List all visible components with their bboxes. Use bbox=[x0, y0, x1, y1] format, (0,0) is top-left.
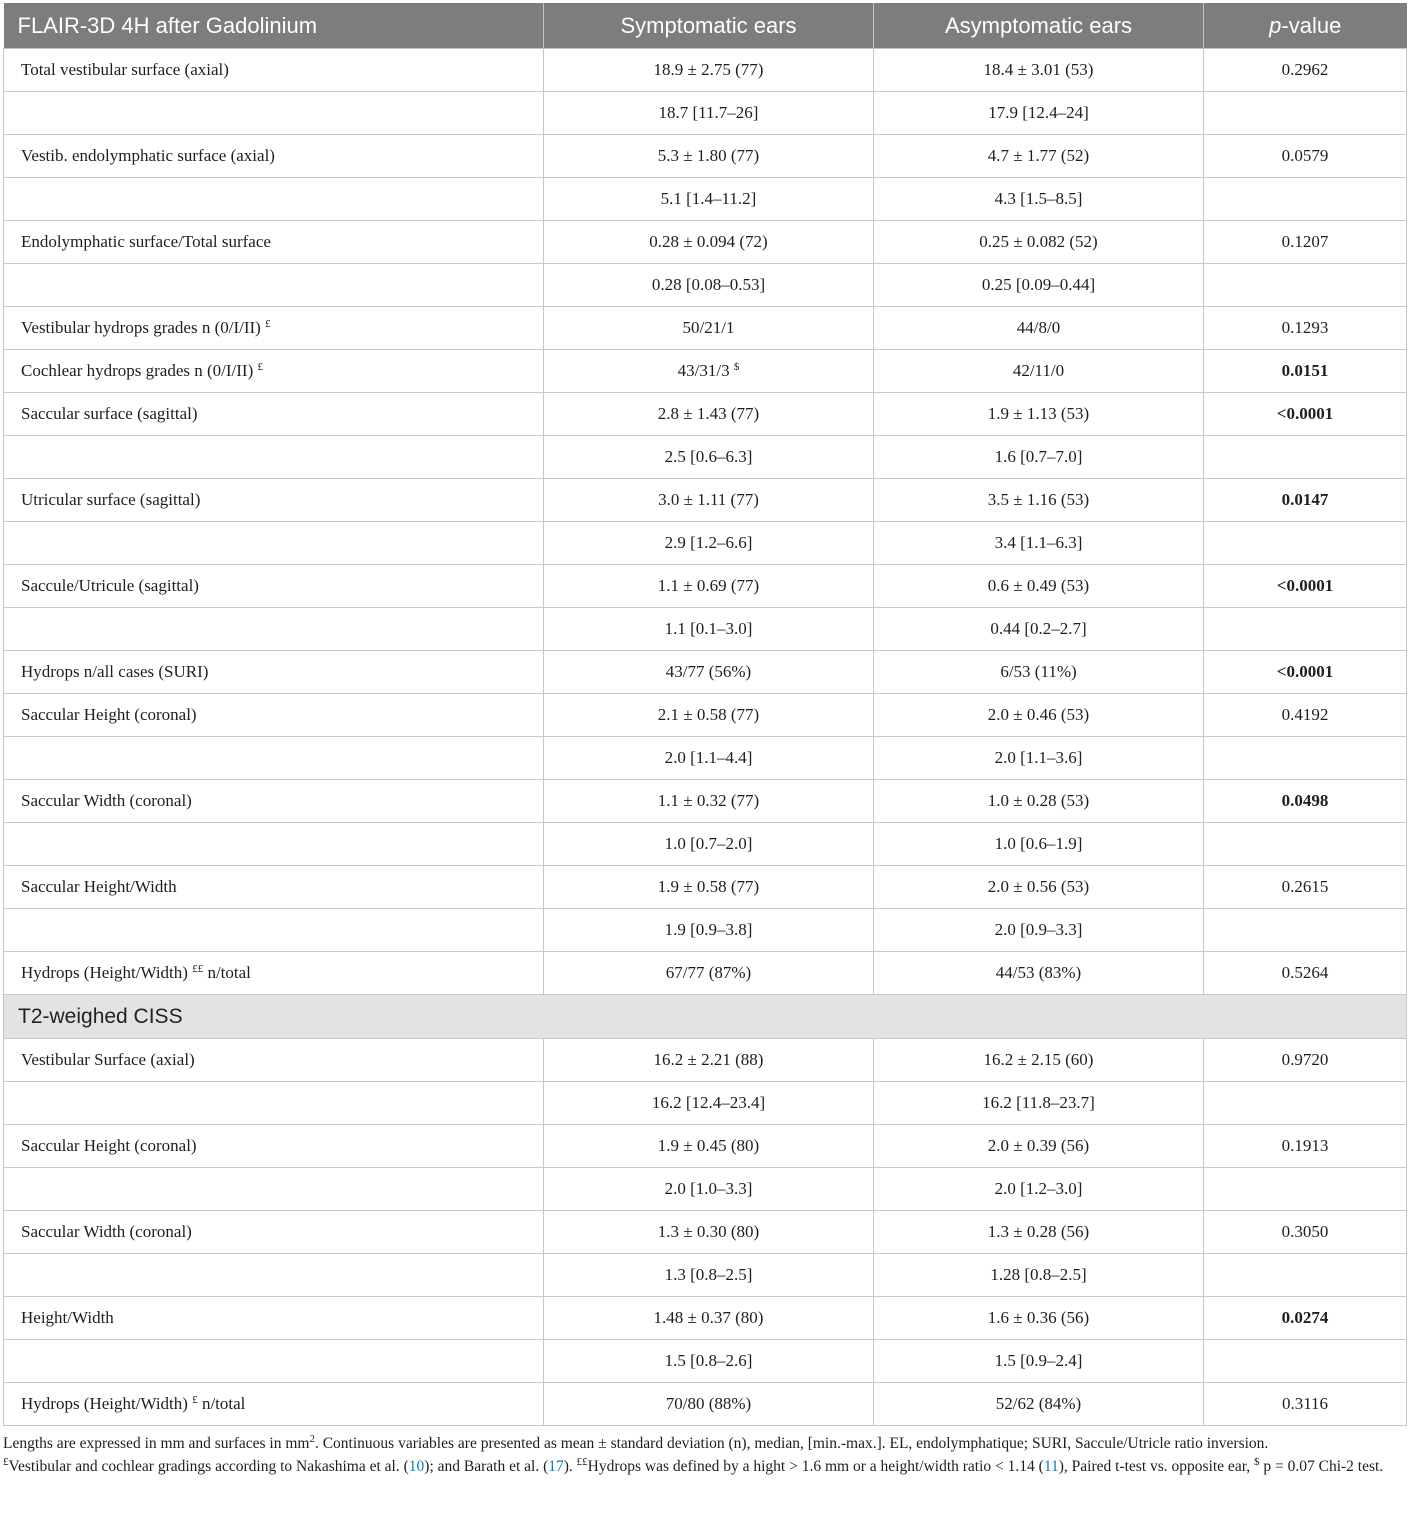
symptomatic-cell bbox=[544, 49, 874, 92]
row-label-cell bbox=[4, 49, 544, 92]
symptomatic-value: 1.1 ± 0.69 (77) bbox=[657, 576, 760, 595]
table-header-row bbox=[4, 3, 1407, 49]
asymptomatic-value: 2.0 [0.9–3.3] bbox=[994, 920, 1083, 939]
asymptomatic-value: 17.9 [12.4–24] bbox=[988, 103, 1089, 122]
row-label-cell bbox=[4, 92, 544, 135]
asymptomatic-value: 44/53 (83%) bbox=[995, 963, 1082, 982]
row-label-cell bbox=[4, 823, 544, 866]
p-value: 0.9720 bbox=[1281, 1050, 1329, 1069]
symptomatic-cell bbox=[544, 178, 874, 221]
p-value-cell bbox=[1204, 135, 1407, 178]
section-header-row bbox=[4, 995, 1407, 1039]
symptomatic-cell bbox=[544, 1168, 874, 1211]
symptomatic-value: 43/77 (56%) bbox=[665, 662, 752, 681]
p-value: 0.1293 bbox=[1281, 318, 1329, 337]
row-label-cell bbox=[4, 393, 544, 436]
symptomatic-cell bbox=[544, 522, 874, 565]
symptomatic-value: 16.2 [12.4–23.4] bbox=[651, 1093, 766, 1112]
row-label-cell bbox=[4, 264, 544, 307]
table-row bbox=[4, 952, 1407, 995]
asymptomatic-value: 2.0 [1.1–3.6] bbox=[994, 748, 1083, 767]
p-value-cell bbox=[1204, 92, 1407, 135]
asymptomatic-value: 0.25 [0.09–0.44] bbox=[981, 275, 1096, 294]
symptomatic-cell bbox=[544, 135, 874, 178]
symptomatic-cell bbox=[544, 307, 874, 350]
row-label: Saccular Width (coronal) bbox=[21, 1222, 192, 1241]
p-value: <0.0001 bbox=[1276, 404, 1334, 423]
asymptomatic-value: 16.2 ± 2.15 (60) bbox=[983, 1050, 1094, 1069]
row-label-cell bbox=[4, 1340, 544, 1383]
row-label-cell bbox=[4, 1254, 544, 1297]
symptomatic-cell bbox=[544, 1254, 874, 1297]
table-row bbox=[4, 307, 1407, 350]
asymptomatic-cell bbox=[874, 436, 1204, 479]
table-row bbox=[4, 350, 1407, 393]
row-label-cell bbox=[4, 1125, 544, 1168]
symptomatic-superscript: $ bbox=[733, 361, 740, 373]
p-value: 0.0498 bbox=[1281, 791, 1329, 810]
asymptomatic-value: 1.6 [0.7–7.0] bbox=[994, 447, 1083, 466]
p-value-cell bbox=[1204, 737, 1407, 780]
symptomatic-value: 2.9 [1.2–6.6] bbox=[664, 533, 753, 552]
symptomatic-cell bbox=[544, 651, 874, 694]
asymptomatic-cell bbox=[874, 1297, 1204, 1340]
asymptomatic-cell bbox=[874, 823, 1204, 866]
asymptomatic-cell bbox=[874, 1039, 1204, 1082]
asymptomatic-value: 1.28 [0.8–2.5] bbox=[990, 1265, 1087, 1284]
asymptomatic-cell bbox=[874, 952, 1204, 995]
p-value-cell bbox=[1204, 1383, 1407, 1426]
symptomatic-value: 2.0 [1.1–4.4] bbox=[664, 748, 753, 767]
p-value-cell bbox=[1204, 565, 1407, 608]
symptomatic-cell bbox=[544, 436, 874, 479]
symptomatic-cell bbox=[544, 909, 874, 952]
table-row bbox=[4, 1168, 1407, 1211]
footnote-sup-pound: £ bbox=[3, 1456, 9, 1468]
table-row bbox=[4, 565, 1407, 608]
p-value-cell bbox=[1204, 1254, 1407, 1297]
asymptomatic-value: 2.0 ± 0.56 (53) bbox=[987, 877, 1090, 896]
symptomatic-value: 3.0 ± 1.11 (77) bbox=[658, 490, 759, 509]
document bbox=[3, 3, 1407, 1479]
p-value-cell bbox=[1204, 221, 1407, 264]
row-label-cell bbox=[4, 1082, 544, 1125]
table-row bbox=[4, 221, 1407, 264]
p-value-cell bbox=[1204, 1168, 1407, 1211]
asymptomatic-cell bbox=[874, 694, 1204, 737]
p-value-cell bbox=[1204, 1082, 1407, 1125]
p-value-cell bbox=[1204, 264, 1407, 307]
symptomatic-value: 5.3 ± 1.80 (77) bbox=[657, 146, 760, 165]
row-label-cell bbox=[4, 1297, 544, 1340]
header-p-italic: p bbox=[1269, 12, 1282, 38]
row-label-superscript: £ bbox=[257, 361, 264, 373]
symptomatic-value: 1.9 ± 0.58 (77) bbox=[657, 877, 760, 896]
row-label: Total vestibular surface (axial) bbox=[21, 60, 229, 79]
symptomatic-value: 2.0 [1.0–3.3] bbox=[664, 1179, 753, 1198]
symptomatic-value: 18.9 ± 2.75 (77) bbox=[653, 60, 764, 79]
p-value: 0.0151 bbox=[1281, 361, 1329, 380]
footnote-text-d: Hydrops was defined by a hight > 1.6 mm or a height/width ratio < 1.14 ( bbox=[587, 1458, 1044, 1475]
asymptomatic-cell bbox=[874, 479, 1204, 522]
symptomatic-value: 50/21/1 bbox=[682, 318, 735, 337]
symptomatic-cell bbox=[544, 866, 874, 909]
symptomatic-value: 0.28 [0.08–0.53] bbox=[651, 275, 766, 294]
p-value: 0.3050 bbox=[1281, 1222, 1329, 1241]
asymptomatic-value: 2.0 [1.2–3.0] bbox=[994, 1179, 1083, 1198]
asymptomatic-value: 1.9 ± 1.13 (53) bbox=[987, 404, 1090, 423]
p-value-cell bbox=[1204, 350, 1407, 393]
asymptomatic-value: 2.0 ± 0.46 (53) bbox=[987, 705, 1090, 724]
table-row bbox=[4, 264, 1407, 307]
row-label-cell bbox=[4, 737, 544, 780]
asymptomatic-value: 1.0 ± 0.28 (53) bbox=[987, 791, 1090, 810]
row-label: Hydrops (Height/Width) bbox=[21, 963, 188, 982]
symptomatic-cell bbox=[544, 221, 874, 264]
row-label-cell bbox=[4, 952, 544, 995]
row-label-superscript: ££ bbox=[192, 963, 204, 975]
asymptomatic-cell bbox=[874, 1125, 1204, 1168]
asymptomatic-cell bbox=[874, 264, 1204, 307]
footnote-text-b: ); and Barath et al. ( bbox=[424, 1458, 549, 1475]
p-value: 0.4192 bbox=[1281, 705, 1329, 724]
asymptomatic-value: 1.3 ± 0.28 (56) bbox=[987, 1222, 1090, 1241]
row-label-cell bbox=[4, 608, 544, 651]
asymptomatic-cell bbox=[874, 1254, 1204, 1297]
row-label: Saccular Height/Width bbox=[21, 877, 177, 896]
symptomatic-cell bbox=[544, 1297, 874, 1340]
table-row bbox=[4, 1383, 1407, 1426]
footnote-units-text-2: . Continuous variables are presented as mean ± standard deviation (n), median, [min.-max.]. EL, endolymphatique; SURI, Saccule/Utricle ratio inversion. bbox=[314, 1435, 1269, 1452]
p-value-cell bbox=[1204, 823, 1407, 866]
asymptomatic-value: 0.25 ± 0.082 (52) bbox=[979, 232, 1098, 251]
header-p-rest: -value bbox=[1281, 12, 1342, 38]
row-label: Cochlear hydrops grades n (0/I/II) bbox=[21, 361, 254, 380]
row-label: Vestibular hydrops grades n (0/I/II) bbox=[21, 318, 261, 337]
asymptomatic-cell bbox=[874, 866, 1204, 909]
row-label: Saccular Height (coronal) bbox=[21, 705, 197, 724]
row-label: Saccule/Utricule (sagittal) bbox=[21, 576, 199, 595]
p-value: 0.0579 bbox=[1281, 146, 1329, 165]
table-row bbox=[4, 608, 1407, 651]
p-value-cell bbox=[1204, 1340, 1407, 1383]
symptomatic-value: 1.1 ± 0.32 (77) bbox=[657, 791, 760, 810]
table-row bbox=[4, 92, 1407, 135]
p-value: 0.2615 bbox=[1281, 877, 1329, 896]
p-value: <0.0001 bbox=[1276, 662, 1334, 681]
header-asymptomatic: Asymptomatic ears bbox=[874, 3, 1204, 49]
asymptomatic-cell bbox=[874, 92, 1204, 135]
table-row bbox=[4, 479, 1407, 522]
asymptomatic-cell bbox=[874, 49, 1204, 92]
symptomatic-cell bbox=[544, 92, 874, 135]
asymptomatic-value: 1.6 ± 0.36 (56) bbox=[987, 1308, 1090, 1327]
footnote-text-e: ), Paired t-test vs. opposite ear, bbox=[1058, 1458, 1254, 1475]
table-row bbox=[4, 694, 1407, 737]
footnote-units bbox=[3, 1433, 1407, 1454]
symptomatic-value: 70/80 (88%) bbox=[665, 1394, 752, 1413]
p-value-cell bbox=[1204, 909, 1407, 952]
asymptomatic-cell bbox=[874, 1211, 1204, 1254]
table-row bbox=[4, 1297, 1407, 1340]
row-label-cell bbox=[4, 1211, 544, 1254]
symptomatic-cell bbox=[544, 565, 874, 608]
row-label: Vestibular Surface (axial) bbox=[21, 1050, 195, 1069]
section-title: T2-weighed CISS bbox=[4, 995, 1407, 1039]
row-label-cell bbox=[4, 307, 544, 350]
table-row bbox=[4, 866, 1407, 909]
asymptomatic-cell bbox=[874, 1082, 1204, 1125]
symptomatic-value: 1.3 [0.8–2.5] bbox=[664, 1265, 753, 1284]
p-value-cell bbox=[1204, 651, 1407, 694]
table-row bbox=[4, 49, 1407, 92]
reference-link-17[interactable]: 17 bbox=[548, 1458, 564, 1475]
asymptomatic-value: 3.4 [1.1–6.3] bbox=[994, 533, 1083, 552]
asymptomatic-cell bbox=[874, 1168, 1204, 1211]
row-label-cell bbox=[4, 178, 544, 221]
symptomatic-value: 2.8 ± 1.43 (77) bbox=[657, 404, 760, 423]
asymptomatic-value: 6/53 (11%) bbox=[1000, 662, 1077, 681]
asymptomatic-cell bbox=[874, 780, 1204, 823]
row-label: Endolymphatic surface/Total surface bbox=[21, 232, 271, 251]
table-row bbox=[4, 737, 1407, 780]
table-row bbox=[4, 522, 1407, 565]
row-label-cell bbox=[4, 694, 544, 737]
asymptomatic-value: 52/62 (84%) bbox=[995, 1394, 1082, 1413]
table-row bbox=[4, 1082, 1407, 1125]
p-value-cell bbox=[1204, 393, 1407, 436]
p-value-cell bbox=[1204, 952, 1407, 995]
asymptomatic-cell bbox=[874, 307, 1204, 350]
row-label-cell bbox=[4, 436, 544, 479]
row-label: Saccular surface (sagittal) bbox=[21, 404, 198, 423]
symptomatic-value: 2.1 ± 0.58 (77) bbox=[657, 705, 760, 724]
p-value-cell bbox=[1204, 1125, 1407, 1168]
symptomatic-cell bbox=[544, 1125, 874, 1168]
asymptomatic-value: 42/11/0 bbox=[1012, 361, 1065, 380]
footnote-definitions bbox=[3, 1456, 1407, 1477]
footnote-text-c: ). bbox=[563, 1458, 577, 1475]
row-label-cell bbox=[4, 780, 544, 823]
table-row bbox=[4, 780, 1407, 823]
table-footnotes bbox=[3, 1433, 1407, 1477]
symptomatic-value: 67/77 (87%) bbox=[665, 963, 752, 982]
p-value-cell bbox=[1204, 608, 1407, 651]
p-value-cell bbox=[1204, 780, 1407, 823]
p-value: 0.3116 bbox=[1281, 1394, 1329, 1413]
header-p-value bbox=[1204, 3, 1407, 49]
table-row bbox=[4, 909, 1407, 952]
table-row bbox=[4, 1254, 1407, 1297]
p-value-cell bbox=[1204, 1211, 1407, 1254]
symptomatic-value: 1.9 [0.9–3.8] bbox=[664, 920, 753, 939]
asymptomatic-value: 0.6 ± 0.49 (53) bbox=[987, 576, 1090, 595]
symptomatic-cell bbox=[544, 952, 874, 995]
p-value-cell bbox=[1204, 436, 1407, 479]
asymptomatic-value: 1.5 [0.9–2.4] bbox=[994, 1351, 1083, 1370]
symptomatic-cell bbox=[544, 694, 874, 737]
row-label-cell bbox=[4, 221, 544, 264]
asymptomatic-cell bbox=[874, 135, 1204, 178]
row-label-suffix: n/total bbox=[197, 1394, 246, 1413]
table-row bbox=[4, 1211, 1407, 1254]
symptomatic-value: 5.1 [1.4–11.2] bbox=[660, 189, 757, 208]
symptomatic-value: 1.1 [0.1–3.0] bbox=[664, 619, 753, 638]
symptomatic-value: 2.5 [0.6–6.3] bbox=[664, 447, 753, 466]
asymptomatic-value: 16.2 [11.8–23.7] bbox=[982, 1093, 1095, 1112]
row-label-cell bbox=[4, 350, 544, 393]
asymptomatic-cell bbox=[874, 1383, 1204, 1426]
asymptomatic-value: 4.3 [1.5–8.5] bbox=[994, 189, 1083, 208]
p-value-cell bbox=[1204, 479, 1407, 522]
row-label-superscript: £ bbox=[265, 318, 271, 330]
asymptomatic-cell bbox=[874, 651, 1204, 694]
p-value-cell bbox=[1204, 522, 1407, 565]
results-table bbox=[3, 3, 1407, 1426]
row-label: Vestib. endolymphatic surface (axial) bbox=[21, 146, 275, 165]
p-value-cell bbox=[1204, 694, 1407, 737]
row-label-cell bbox=[4, 479, 544, 522]
row-label: Saccular Width (coronal) bbox=[21, 791, 192, 810]
symptomatic-value: 1.3 ± 0.30 (80) bbox=[657, 1222, 760, 1241]
header-sequence: FLAIR-3D 4H after Gadolinium bbox=[4, 3, 544, 49]
symptomatic-cell bbox=[544, 1039, 874, 1082]
symptomatic-cell bbox=[544, 780, 874, 823]
symptomatic-value: 1.9 ± 0.45 (80) bbox=[657, 1136, 760, 1155]
row-label: Hydrops (Height/Width) bbox=[21, 1394, 188, 1413]
symptomatic-cell bbox=[544, 823, 874, 866]
p-value-cell bbox=[1204, 49, 1407, 92]
symptomatic-value: 1.48 ± 0.37 (80) bbox=[653, 1308, 764, 1327]
asymptomatic-cell bbox=[874, 608, 1204, 651]
p-value: 0.0147 bbox=[1281, 490, 1329, 509]
footnote-text-f: p = 0.07 Chi-2 test. bbox=[1259, 1458, 1384, 1475]
row-label: Utricular surface (sagittal) bbox=[21, 490, 201, 509]
table-row bbox=[4, 1039, 1407, 1082]
p-value: 0.2962 bbox=[1281, 60, 1329, 79]
asymptomatic-value: 4.7 ± 1.77 (52) bbox=[987, 146, 1090, 165]
asymptomatic-value: 3.5 ± 1.16 (53) bbox=[987, 490, 1090, 509]
footnote-units-text: Lengths are expressed in mm and surfaces in mm bbox=[3, 1435, 310, 1452]
row-label-cell bbox=[4, 1168, 544, 1211]
asymptomatic-value: 1.0 [0.6–1.9] bbox=[994, 834, 1083, 853]
p-value-cell bbox=[1204, 1297, 1407, 1340]
row-label: Saccular Height (coronal) bbox=[21, 1136, 197, 1155]
row-label-cell bbox=[4, 522, 544, 565]
p-value-cell bbox=[1204, 307, 1407, 350]
row-label-suffix: n/total bbox=[203, 963, 251, 982]
reference-link-11[interactable]: 11 bbox=[1043, 1458, 1059, 1475]
symptomatic-cell bbox=[544, 1082, 874, 1125]
symptomatic-cell bbox=[544, 393, 874, 436]
row-label-cell bbox=[4, 135, 544, 178]
asymptomatic-cell bbox=[874, 178, 1204, 221]
p-value-cell bbox=[1204, 866, 1407, 909]
header-symptomatic: Symptomatic ears bbox=[544, 3, 874, 49]
row-label-cell bbox=[4, 1039, 544, 1082]
asymptomatic-cell bbox=[874, 737, 1204, 780]
p-value: <0.0001 bbox=[1276, 576, 1334, 595]
symptomatic-value: 1.5 [0.8–2.6] bbox=[664, 1351, 753, 1370]
table-row bbox=[4, 823, 1407, 866]
symptomatic-value: 0.28 ± 0.094 (72) bbox=[649, 232, 768, 251]
p-value-cell bbox=[1204, 1039, 1407, 1082]
p-value-cell bbox=[1204, 178, 1407, 221]
table-row bbox=[4, 651, 1407, 694]
table-row bbox=[4, 178, 1407, 221]
footnote-sup-dollar: $ bbox=[1253, 1456, 1260, 1468]
symptomatic-cell bbox=[544, 479, 874, 522]
symptomatic-value: 1.0 [0.7–2.0] bbox=[664, 834, 753, 853]
symptomatic-value: 43/31/3 bbox=[677, 361, 730, 380]
p-value: 0.5264 bbox=[1281, 963, 1329, 982]
asymptomatic-cell bbox=[874, 350, 1204, 393]
row-label-cell bbox=[4, 909, 544, 952]
asymptomatic-cell bbox=[874, 522, 1204, 565]
table-row bbox=[4, 1125, 1407, 1168]
asymptomatic-cell bbox=[874, 393, 1204, 436]
table-row bbox=[4, 135, 1407, 178]
asymptomatic-cell bbox=[874, 909, 1204, 952]
symptomatic-value: 18.7 [11.7–26] bbox=[658, 103, 759, 122]
table-row bbox=[4, 1340, 1407, 1383]
symptomatic-cell bbox=[544, 1383, 874, 1426]
p-value: 0.0274 bbox=[1281, 1308, 1329, 1327]
symptomatic-value: 16.2 ± 2.21 (88) bbox=[653, 1050, 764, 1069]
symptomatic-cell bbox=[544, 1211, 874, 1254]
p-value: 0.1207 bbox=[1281, 232, 1329, 251]
row-label: Hydrops n/all cases (SURI) bbox=[21, 662, 209, 681]
row-label-cell bbox=[4, 866, 544, 909]
symptomatic-cell bbox=[544, 608, 874, 651]
asymptomatic-cell bbox=[874, 221, 1204, 264]
footnote-text-a: Vestibular and cochlear gradings according to Nakashima et al. ( bbox=[8, 1458, 409, 1475]
asymptomatic-cell bbox=[874, 1340, 1204, 1383]
row-label-cell bbox=[4, 651, 544, 694]
symptomatic-cell bbox=[544, 737, 874, 780]
footnote-sup-squared: 2 bbox=[309, 1433, 315, 1445]
asymptomatic-value: 2.0 ± 0.39 (56) bbox=[987, 1136, 1090, 1155]
row-label-superscript: £ bbox=[192, 1394, 198, 1406]
footnote-sup-double-pound: ££ bbox=[576, 1456, 588, 1468]
asymptomatic-cell bbox=[874, 565, 1204, 608]
reference-link-10[interactable]: 10 bbox=[408, 1458, 425, 1475]
asymptomatic-value: 44/8/0 bbox=[1016, 318, 1061, 337]
symptomatic-cell bbox=[544, 1340, 874, 1383]
table-row bbox=[4, 436, 1407, 479]
p-value: 0.1913 bbox=[1281, 1136, 1329, 1155]
table-row bbox=[4, 393, 1407, 436]
row-label-cell bbox=[4, 565, 544, 608]
table-body bbox=[4, 49, 1407, 1426]
row-label-cell bbox=[4, 1383, 544, 1426]
symptomatic-cell bbox=[544, 350, 874, 393]
symptomatic-cell bbox=[544, 264, 874, 307]
asymptomatic-value: 18.4 ± 3.01 (53) bbox=[983, 60, 1094, 79]
row-label: Height/Width bbox=[21, 1308, 114, 1327]
asymptomatic-value: 0.44 [0.2–2.7] bbox=[990, 619, 1087, 638]
